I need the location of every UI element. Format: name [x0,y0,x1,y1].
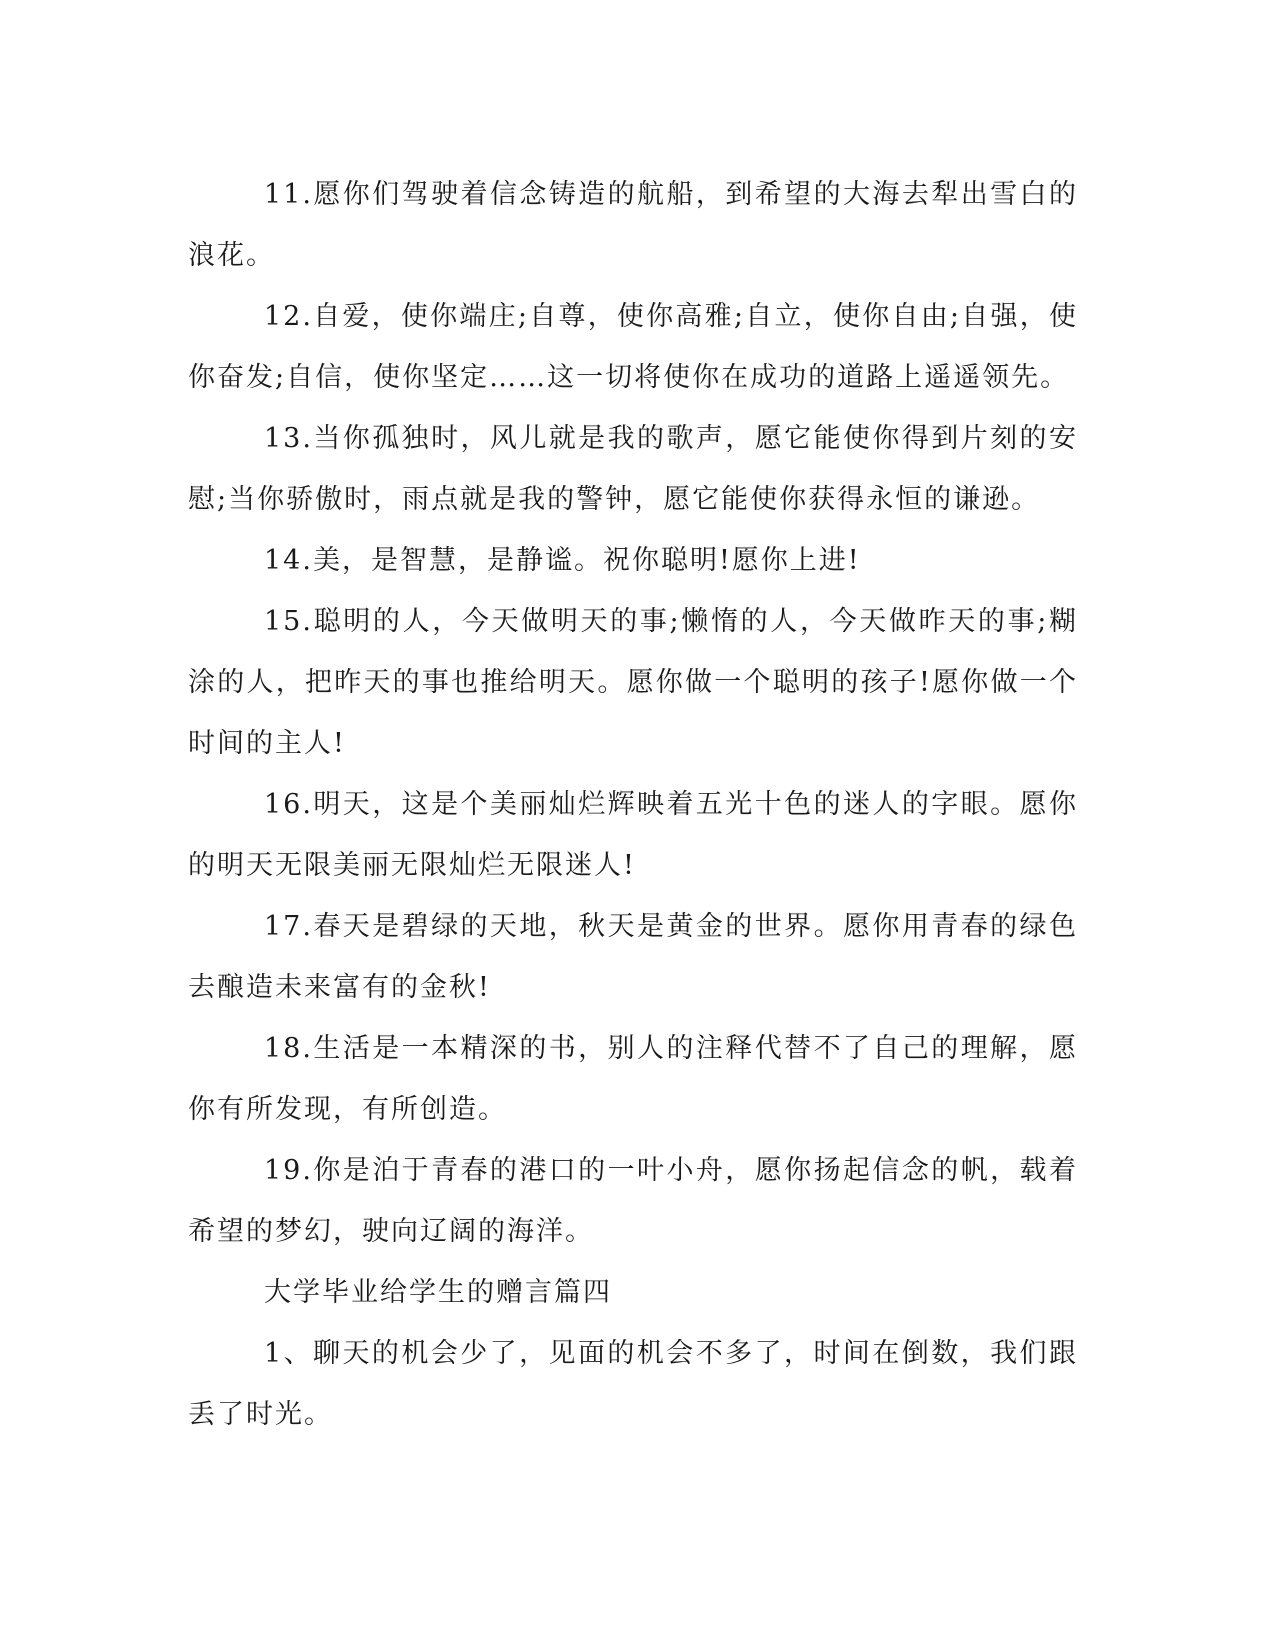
paragraph-19: 19.你是泊于青春的港口的一叶小舟，愿你扬起信念的帆，载着希望的梦幻，驶向辽阔的海洋。 [188,1155,1078,1247]
paragraph-17: 17.春天是碧绿的天地，秋天是黄金的世界。愿你用青春的绿色去酿造未来富有的金秋! [188,911,1078,1003]
paragraph-16: 16.明天，这是个美丽灿烂辉映着五光十色的迷人的字眼。愿你的明天无限美丽无限灿烂无限迷人! [188,789,1078,881]
paragraph-13: 13.当你孤独时，风儿就是我的歌声，愿它能使你得到片刻的安慰;当你骄傲时，雨点就是我的警钟，愿它能使你获得永恒的谦逊。 [188,423,1078,515]
paragraph-15: 15.聪明的人，今天做明天的事;懒惰的人，今天做昨天的事;糊涂的人，把昨天的事也推给明天。愿你做一个聪明的孩子!愿你做一个时间的主人! [188,606,1078,759]
paragraph-12: 12.自爱，使你端庄;自尊，使你高雅;自立，使你自由;自强，使你奋发;自信，使你坚定……这一切将使你在成功的道路上遥遥领先。 [188,301,1078,393]
paragraph-14: 14.美，是智慧，是静谧。祝你聪明!愿你上进! [264,545,861,576]
section-heading: 大学毕业给学生的赠言篇四 [264,1277,612,1308]
document-body [188,164,1078,1445]
paragraph-11: 11.愿你们驾驶着信念铸造的航船，到希望的大海去犁出雪白的浪花。 [188,179,1078,271]
paragraph-18: 18.生活是一本精深的书，别人的注释代替不了自己的理解，愿你有所发现，有所创造。 [188,1033,1078,1125]
paragraph-1: 1、聊天的机会少了，见面的机会不多了，时间在倒数，我们跟丢了时光。 [188,1338,1078,1430]
